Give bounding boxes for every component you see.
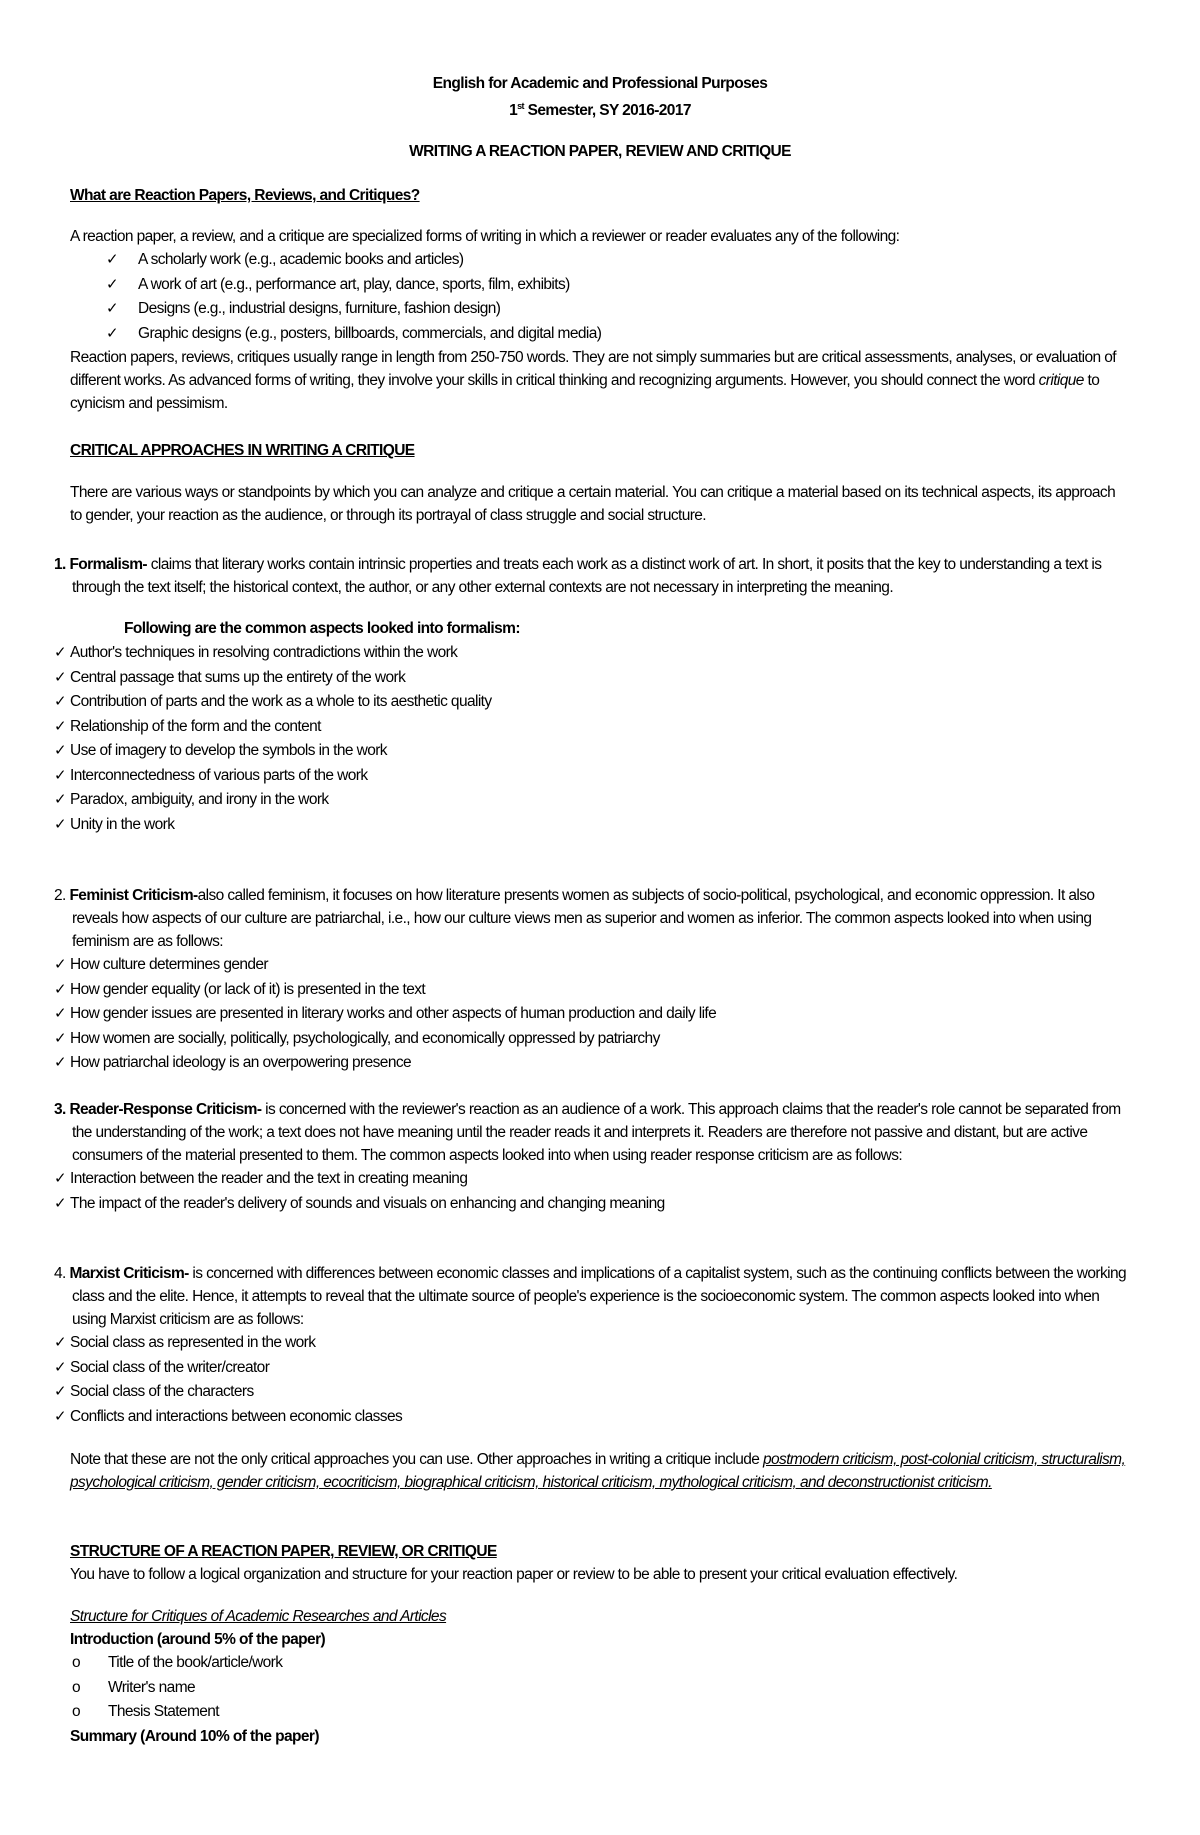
intro-para-italic: critique	[1038, 372, 1084, 389]
list-item-text: Interaction between the reader and the text in creating meaning	[70, 1170, 468, 1187]
checkmark-icon: ✓	[54, 668, 66, 686]
approaches-lead: There are various ways or standpoints by which you can analyze and critique a certain material. You can critique a material based on its technical aspects, its approach to gender, your reaction as the audience, or through its portrayal of class struggle and social structure.	[70, 484, 1116, 524]
list-item-text: Graphic designs (e.g., posters, billboards, commercials, and digital media)	[138, 324, 602, 342]
list-item-text: Author's techniques in resolving contradictions within the work	[70, 644, 458, 661]
feminist-text: also called feminism, it focuses on how literature presents women as subjects of socio-political, psychological, and economic oppression. It also reveals how aspects of our culture are patriarchal, i.e., how our culture views men as superior and women as inferior. The common aspects looked into when using feminism are as follows:	[72, 887, 1095, 950]
intro-heading: What are Reaction Papers, Reviews, and Critiques?	[70, 187, 420, 204]
formalism-section	[54, 553, 1130, 837]
list-item	[54, 1167, 1130, 1192]
list-item-text: Social class of the writer/creator	[70, 1358, 270, 1376]
marxist-section	[54, 1262, 1130, 1429]
intro-lead: A reaction paper, a review, and a critique are specialized forms of writing in which a reviewer or reader evaluates any of the following:	[70, 228, 900, 245]
list-item-text: How gender issues are presented in literary works and other aspects of human production and daily life	[70, 1005, 717, 1022]
checkmark-icon: ✓	[54, 644, 66, 661]
formalism-number: 1.	[54, 556, 70, 573]
approaches-heading: CRITICAL APPROACHES IN WRITING A CRITIQUE	[70, 442, 415, 459]
list-item-text: Conflicts and interactions between economic classes	[70, 1407, 403, 1425]
list-item-text: How women are socially, politically, psychologically, and economically oppressed by patriarchy	[70, 1029, 660, 1047]
formalism-checklist	[54, 641, 1130, 837]
feminist-number: 2.	[54, 887, 70, 904]
list-item	[70, 1651, 1130, 1676]
list-item-text: Contribution of parts and the work as a whole to its aesthetic quality	[70, 693, 492, 710]
list-item	[54, 1002, 1130, 1027]
marxist-paragraph	[54, 1262, 1130, 1331]
list-item	[54, 953, 1130, 978]
checkmark-icon: ✓	[54, 1005, 66, 1022]
reader-response-text: is concerned with the reviewer's reaction as an audience of a work. This approach claims that the reader's role cannot be separated from the understanding of the work; a text does not have meaning until the reader reads it and interprets it. Readers are therefore not passive and distant, but are active consumers of the material presented to them. The common aspects looked into when using reader response criticism are as follows:	[72, 1101, 1121, 1164]
semester-text: Semester, SY 2016-2017	[523, 102, 691, 120]
list-item	[54, 1331, 1130, 1356]
intro-paragraph	[70, 346, 1130, 415]
list-item	[70, 1676, 1130, 1701]
checkmark-icon: ✓	[54, 1029, 66, 1047]
checkmark-icon: ✓	[54, 766, 66, 784]
list-item	[54, 641, 1130, 666]
circle-bullet-icon: o	[72, 1703, 81, 1720]
reader-response-section	[54, 1098, 1130, 1216]
list-item-text: How culture determines gender	[70, 956, 268, 973]
list-item-text: Social class as represented in the work	[70, 1334, 316, 1351]
checkmark-icon: ✓	[54, 1407, 66, 1425]
checkmark-icon: ✓	[54, 742, 66, 759]
list-item	[54, 739, 1130, 764]
feminist-section	[54, 884, 1130, 1076]
list-item	[54, 1192, 1130, 1217]
formalism-term: Formalism-	[69, 556, 147, 573]
checkmark-icon: ✓	[54, 693, 66, 710]
feminist-checklist	[54, 953, 1130, 1076]
list-item-text: Thesis Statement	[108, 1703, 220, 1720]
list-item-text: Writer's name	[108, 1678, 196, 1696]
circle-bullet-icon: o	[72, 1654, 81, 1671]
checkmark-icon: ✓	[54, 1170, 66, 1187]
note-approaches-list: postmodern criticism, post-colonial criticism, structuralism, psychological criticism, gender criticism, ecocriticism, biographical criticism, historical criticism, mythological criticism, and deconstructionist criticism.	[70, 1451, 1126, 1491]
structure-section	[70, 1540, 1130, 1748]
structure-heading: STRUCTURE OF A REACTION PAPER, REVIEW, OR CRITIQUE	[70, 1543, 497, 1560]
structure-lead: You have to follow a logical organization and structure for your reaction paper or review to be able to present your critical evaluation effectively.	[70, 1566, 958, 1583]
feminist-term: Feminist Criticism-	[69, 887, 198, 904]
marxist-term: Marxist Criticism-	[69, 1265, 189, 1282]
list-item	[54, 978, 1130, 1003]
marxist-number: 4.	[54, 1265, 70, 1282]
marxist-checklist	[54, 1331, 1130, 1429]
note-paragraph	[70, 1448, 1130, 1494]
list-item-text: How patriarchal ideology is an overpowering presence	[70, 1054, 412, 1071]
reader-response-checklist	[54, 1167, 1130, 1216]
list-item-text: Relationship of the form and the content	[70, 717, 321, 735]
checkmark-icon: ✓	[106, 300, 118, 317]
intro-section	[70, 184, 1130, 415]
list-item	[54, 1405, 1130, 1430]
list-item-text: The impact of the reader's delivery of sounds and visuals on enhancing and changing meaning	[70, 1194, 665, 1212]
checkmark-icon: ✓	[106, 324, 118, 342]
formalism-subheading: Following are the common aspects looked into formalism:	[124, 620, 520, 637]
semester-ordinal: st	[517, 101, 524, 111]
semester-number: 1	[509, 102, 518, 120]
list-item-text: Central passage that sums up the entirety of the work	[70, 668, 406, 686]
checkmark-icon: ✓	[106, 275, 118, 293]
introduction-items	[70, 1651, 1130, 1725]
note-section	[70, 1448, 1130, 1494]
checkmark-icon: ✓	[54, 1054, 66, 1071]
checkmark-icon: ✓	[54, 956, 66, 973]
list-item-text: A scholarly work (e.g., academic books and articles)	[138, 251, 464, 268]
list-item-text: Paradox, ambiguity, and irony in the work	[70, 791, 329, 808]
list-item-text: Designs (e.g., industrial designs, furniture, fashion design)	[138, 300, 501, 317]
reader-response-paragraph	[54, 1098, 1130, 1167]
list-item	[54, 666, 1130, 691]
list-item-text: How gender equality (or lack of it) is presented in the text	[70, 980, 426, 998]
checkmark-icon: ✓	[54, 1383, 66, 1400]
semester-line	[70, 95, 1130, 122]
list-item	[54, 1356, 1130, 1381]
introduction-label: Introduction (around 5% of the paper)	[70, 1631, 326, 1648]
list-item-text: Unity in the work	[70, 815, 175, 833]
list-item	[54, 1027, 1130, 1052]
intro-checklist	[70, 248, 1130, 346]
formalism-paragraph	[54, 553, 1130, 599]
checkmark-icon: ✓	[54, 717, 66, 735]
list-item-text: Interconnectedness of various parts of the work	[70, 766, 368, 784]
checkmark-icon: ✓	[106, 251, 118, 268]
checkmark-icon: ✓	[54, 791, 66, 808]
circle-bullet-icon: o	[72, 1678, 81, 1696]
list-item	[54, 764, 1130, 789]
course-title: English for Academic and Professional Purposes	[432, 75, 768, 92]
marxist-text: is concerned with differences between economic classes and implications of a capitalist system, such as the continuing conflicts between the working class and the elite. Hence, it attempts to reveal that the ultimate source of people's experience is the socioeconomic system. The common aspects looked into when using Marxist criticism are as follows:	[72, 1265, 1127, 1328]
intro-para-end: to cynicism and pessimism.	[70, 372, 1100, 412]
reader-response-number: 3.	[54, 1101, 70, 1118]
list-item	[54, 715, 1130, 740]
checkmark-icon: ✓	[54, 1334, 66, 1351]
list-item	[70, 273, 1130, 298]
note-text: Note that these are not the only critical approaches you can use. Other approaches in writing a critique include	[70, 1451, 763, 1468]
intro-para-text: Reaction papers, reviews, critiques usually range in length from 250-750 words. They are not simply summaries but are critical assessments, analyses, or evaluation of different works. As advanced forms of writing, they involve your skills in critical thinking and recognizing arguments. However, you should connect the word	[70, 349, 1116, 389]
list-item	[70, 1700, 1130, 1725]
approaches-section	[70, 439, 1130, 527]
list-item	[54, 1380, 1130, 1405]
summary-label: Summary (Around 10% of the paper)	[70, 1727, 319, 1745]
list-item-text: Social class of the characters	[70, 1383, 254, 1400]
checkmark-icon: ✓	[54, 1194, 66, 1212]
checkmark-icon: ✓	[54, 1358, 66, 1376]
checkmark-icon: ✓	[54, 815, 66, 833]
list-item	[54, 1051, 1130, 1076]
feminist-paragraph	[54, 884, 1130, 953]
list-item	[70, 248, 1130, 273]
list-item-text: Title of the book/article/work	[108, 1654, 283, 1671]
list-item	[70, 322, 1130, 347]
list-item	[70, 297, 1130, 322]
list-item-text: Use of imagery to develop the symbols in the work	[70, 742, 387, 759]
checkmark-icon: ✓	[54, 980, 66, 998]
structure-subtitle: Structure for Critiques of Academic Researches and Articles	[70, 1608, 447, 1625]
document-title: WRITING A REACTION PAPER, REVIEW AND CRITIQUE	[409, 143, 791, 161]
document-header	[70, 72, 1130, 163]
list-item-text: A work of art (e.g., performance art, play, dance, sports, film, exhibits)	[138, 275, 570, 293]
list-item	[54, 788, 1130, 813]
list-item	[54, 813, 1130, 838]
formalism-text: claims that literary works contain intrinsic properties and treats each work as a distinct work of art. In short, it posits that the key to understanding a text is through the text itself; the historical context, the author, or any other external contexts are not necessary in interpreting the meaning.	[72, 556, 1102, 596]
reader-response-term: Reader-Response Criticism-	[69, 1101, 262, 1118]
list-item	[54, 690, 1130, 715]
